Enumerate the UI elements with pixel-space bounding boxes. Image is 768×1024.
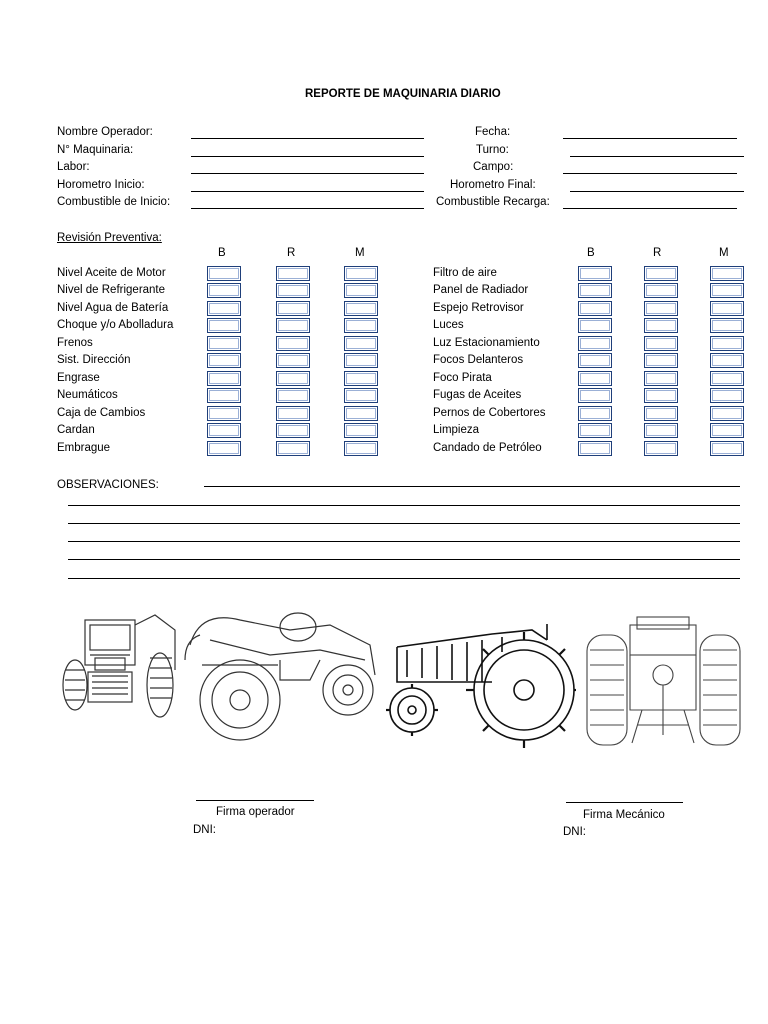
label-fecha: Fecha: [475, 126, 511, 138]
rating-box-m[interactable] [710, 423, 744, 438]
rating-box-r[interactable] [644, 406, 678, 421]
rating-box-m[interactable] [344, 388, 378, 403]
rating-box-r[interactable] [644, 371, 678, 386]
field-nombre-operador[interactable] [191, 138, 424, 139]
rating-box-b[interactable] [578, 283, 612, 298]
checklist-item-right: Luces [433, 319, 464, 331]
checklist-item-right: Espejo Retrovisor [433, 302, 524, 314]
rating-box-m[interactable] [710, 388, 744, 403]
rating-box-m[interactable] [710, 283, 744, 298]
checklist-item-right: Filtro de aire [433, 267, 497, 279]
checklist-item-left: Nivel Aceite de Motor [57, 267, 166, 279]
rating-box-b[interactable] [207, 388, 241, 403]
rating-box-b[interactable] [207, 283, 241, 298]
checklist-item-left: Caja de Cambios [57, 407, 146, 419]
checklist-item-left: Nivel Agua de Batería [57, 302, 169, 314]
label-nombre-operador: Nombre Operador: [57, 126, 153, 138]
rating-box-m[interactable] [344, 441, 378, 456]
observations-line-2[interactable] [68, 523, 740, 524]
checklist-item-left: Sist. Dirección [57, 354, 131, 366]
observations-label: OBSERVACIONES: [57, 479, 159, 491]
rating-box-r[interactable] [276, 283, 310, 298]
checklist-item-right: Pernos de Cobertores [433, 407, 546, 419]
observations-line-3[interactable] [68, 541, 740, 542]
label-campo: Campo: [473, 161, 514, 173]
label-combustible-recarga: Combustible Recarga: [436, 196, 550, 208]
rating-box-m[interactable] [710, 441, 744, 456]
rating-box-b[interactable] [578, 371, 612, 386]
rating-box-r[interactable] [276, 266, 310, 281]
rating-box-b[interactable] [207, 266, 241, 281]
rating-box-r[interactable] [644, 283, 678, 298]
rating-box-m[interactable] [344, 423, 378, 438]
rating-box-m[interactable] [344, 283, 378, 298]
checklist-item-right: Panel de Radiador [433, 284, 529, 296]
rating-box-r[interactable] [644, 388, 678, 403]
rating-box-r[interactable] [644, 301, 678, 316]
checklist-item-left: Embrague [57, 442, 111, 454]
field-combustible-inicio[interactable] [191, 208, 424, 209]
page-title: REPORTE DE MAQUINARIA DIARIO [305, 88, 501, 100]
field-combustible-recarga[interactable] [563, 208, 737, 209]
rating-box-r[interactable] [644, 318, 678, 333]
rating-box-b[interactable] [578, 441, 612, 456]
rating-box-r[interactable] [276, 318, 310, 333]
rating-box-r[interactable] [276, 441, 310, 456]
field-campo[interactable] [563, 173, 737, 174]
rating-box-b[interactable] [578, 266, 612, 281]
checklist-item-left: Engrase [57, 372, 100, 384]
observations-line-0[interactable] [204, 486, 740, 487]
checklist-item-right: Luz Estacionamiento [433, 337, 540, 349]
label-labor: Labor: [57, 161, 90, 173]
signature-line-operator[interactable] [196, 800, 314, 801]
checklist-item-left: Choque y/o Abolladura [57, 319, 174, 331]
checklist-item-right: Focos Delanteros [433, 354, 524, 366]
rating-box-b[interactable] [207, 441, 241, 456]
field-horometro-final[interactable] [570, 191, 744, 192]
field-n-maquinaria[interactable] [191, 156, 424, 157]
label-turno: Turno: [476, 144, 509, 156]
rating-box-m[interactable] [344, 406, 378, 421]
rating-box-b[interactable] [207, 353, 241, 368]
rating-box-m[interactable] [344, 301, 378, 316]
checklist-item-right: Limpieza [433, 424, 480, 436]
tractor-front-illustration [60, 610, 180, 725]
rating-box-m[interactable] [710, 353, 744, 368]
label-horometro-inicio: Horometro Inicio: [57, 179, 145, 191]
label-combustible-inicio: Combustible de Inicio: [57, 196, 171, 208]
rating-box-m[interactable] [710, 336, 744, 351]
rating-box-b[interactable] [578, 301, 612, 316]
checklist-item-left: Cardan [57, 424, 95, 436]
rating-box-m[interactable] [344, 318, 378, 333]
rating-box-m[interactable] [710, 371, 744, 386]
rating-box-b[interactable] [578, 353, 612, 368]
rating-box-r[interactable] [276, 371, 310, 386]
section-revision-preventiva: Revisión Preventiva: [57, 232, 162, 244]
label-n-maquinaria: N° Maquinaria: [57, 144, 134, 156]
col-header-b-right: B [587, 247, 595, 259]
field-fecha[interactable] [563, 138, 737, 139]
tractor-vintage-illustration [382, 612, 577, 752]
col-header-r-left: R [287, 247, 296, 259]
checklist-item-left: Nivel de Refrigerante [57, 284, 166, 296]
rating-box-r[interactable] [276, 406, 310, 421]
col-header-r-right: R [653, 247, 662, 259]
observations-line-4[interactable] [68, 559, 740, 560]
field-turno[interactable] [570, 156, 744, 157]
checklist-item-right: Candado de Petróleo [433, 442, 542, 454]
checklist-item-left: Neumáticos [57, 389, 118, 401]
rating-box-b[interactable] [207, 423, 241, 438]
col-header-m-right: M [719, 247, 729, 259]
rating-box-m[interactable] [344, 336, 378, 351]
dni-label-operator: DNI: [193, 824, 216, 836]
rating-box-r[interactable] [644, 353, 678, 368]
rating-box-b[interactable] [578, 406, 612, 421]
signature-label-operator: Firma operador [216, 806, 295, 818]
checklist-item-right: Foco Pirata [433, 372, 492, 384]
rating-box-r[interactable] [276, 336, 310, 351]
field-horometro-inicio[interactable] [191, 191, 424, 192]
tractor-rear-illustration [582, 615, 745, 750]
tractor-side-illustration [180, 605, 380, 745]
rating-box-b[interactable] [578, 423, 612, 438]
signature-label-mechanic: Firma Mecánico [583, 809, 665, 821]
rating-box-b[interactable] [207, 301, 241, 316]
rating-box-m[interactable] [710, 406, 744, 421]
rating-box-b[interactable] [207, 406, 241, 421]
label-horometro-final: Horometro Final: [450, 179, 536, 191]
dni-label-mechanic: DNI: [563, 826, 586, 838]
rating-box-r[interactable] [276, 353, 310, 368]
rating-box-r[interactable] [276, 388, 310, 403]
rating-box-m[interactable] [344, 266, 378, 281]
col-header-m-left: M [355, 247, 365, 259]
rating-box-m[interactable] [710, 266, 744, 281]
rating-box-b[interactable] [207, 371, 241, 386]
rating-box-m[interactable] [710, 301, 744, 316]
rating-box-r[interactable] [644, 336, 678, 351]
observations-line-5[interactable] [68, 578, 740, 579]
rating-box-b[interactable] [207, 336, 241, 351]
checklist-item-right: Fugas de Aceites [433, 389, 522, 401]
rating-box-m[interactable] [710, 318, 744, 333]
rating-box-r[interactable] [276, 423, 310, 438]
rating-box-b[interactable] [578, 318, 612, 333]
rating-box-b[interactable] [578, 336, 612, 351]
rating-box-b[interactable] [578, 388, 612, 403]
rating-box-r[interactable] [644, 423, 678, 438]
rating-box-r[interactable] [276, 301, 310, 316]
rating-box-m[interactable] [344, 353, 378, 368]
signature-line-mechanic[interactable] [566, 802, 683, 803]
checklist-item-left: Frenos [57, 337, 93, 349]
rating-box-r[interactable] [644, 266, 678, 281]
rating-box-m[interactable] [344, 371, 378, 386]
observations-line-1[interactable] [68, 505, 740, 506]
field-labor[interactable] [191, 173, 424, 174]
col-header-b-left: B [218, 247, 226, 259]
rating-box-b[interactable] [207, 318, 241, 333]
rating-box-r[interactable] [644, 441, 678, 456]
